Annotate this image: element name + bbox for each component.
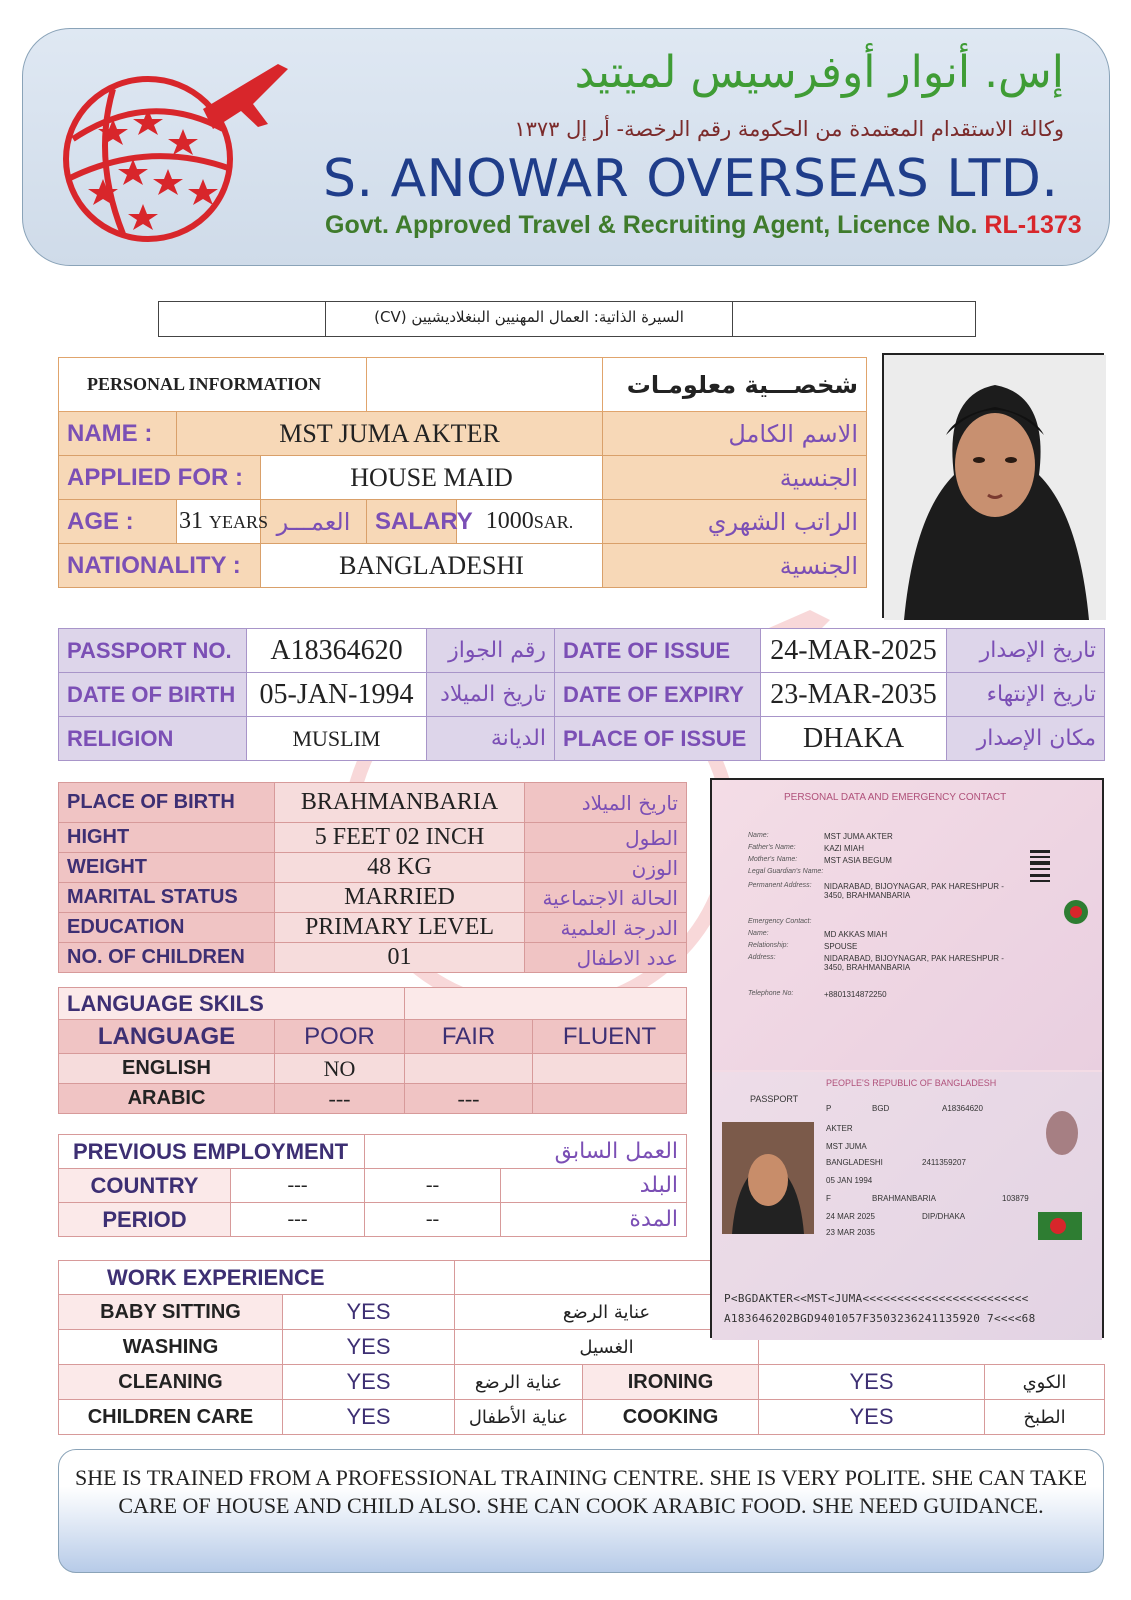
bio-row [59, 913, 687, 943]
mrz-line-1: P<BGDAKTER<<MST<JUMA<<<<<<<<<<<<<<<<<<<<<<<< [724, 1292, 1029, 1305]
company-name: S. ANOWAR OVERSEAS LTD. [323, 149, 1059, 209]
bio-label: MARITAL STATUS [59, 883, 275, 913]
scan-personal-no: 2411359207 [922, 1158, 966, 1167]
company-logo [53, 49, 293, 249]
dob-value: 05-JAN-1994 [247, 673, 427, 717]
bio-value: MARRIED [275, 883, 525, 913]
language-fair: --- [405, 1084, 533, 1114]
skill-value: YES [283, 1365, 455, 1400]
prev-employment-title-ar: العمل السابق [365, 1135, 687, 1169]
company-tagline [325, 211, 1082, 240]
place-issue-value: DHAKA [761, 717, 947, 761]
tagline-text: Govt. Approved Travel & Recruiting Agent, Licence No. [325, 211, 978, 239]
scan-dob: 05 JAN 1994 [826, 1176, 873, 1185]
applicant-photo [882, 353, 1104, 618]
period-label-ar: المدة [501, 1203, 687, 1237]
skill-label-ar: الكوي [985, 1365, 1105, 1400]
language-row [59, 1054, 687, 1084]
language-name: ENGLISH [59, 1054, 275, 1084]
salary-value [457, 500, 603, 544]
company-name-arabic: إس. أنوار أوفرسيس لميتيد [574, 47, 1064, 98]
work-experience-title: WORK EXPERIENCE [59, 1261, 455, 1295]
bio-row [59, 823, 687, 853]
bio-label-ar: الوزن [525, 853, 687, 883]
expiry-date-label: DATE OF EXPIRY [555, 673, 761, 717]
bio-table [58, 782, 687, 973]
language-fluent [533, 1054, 687, 1084]
personal-info-table [58, 357, 867, 588]
bio-label-ar: الحالة الاجتماعية [525, 883, 687, 913]
language-fair [405, 1054, 533, 1084]
scan-doc-label: PASSPORT [750, 1094, 799, 1104]
salary-label: SALARY [367, 500, 457, 544]
expiry-date-value: 23-MAR-2035 [761, 673, 947, 717]
scan-given: MST JUMA [826, 1142, 867, 1151]
licence-number: RL-1373 [984, 211, 1082, 239]
summary-note: SHE IS TRAINED FROM A PROFESSIONAL TRAINING CENTRE. SHE IS VERY POLITE. SHE CAN TAKE CARE OF HOUSE AND CHILD ALSO. SHE CAN COOK ARABIC FOOD. SHE NEED GUIDANCE. [58, 1449, 1104, 1573]
scan-code: BGD [872, 1104, 890, 1113]
language-table [58, 987, 687, 1114]
salary-label-ar: الراتب الشهري [603, 500, 867, 544]
bio-value: PRIMARY LEVEL [275, 913, 525, 943]
bio-value: BRAHMANBARIA [275, 783, 525, 823]
language-name: ARABIC [59, 1084, 275, 1114]
bio-label-ar: عدد الاطفال [525, 943, 687, 973]
personal-info-heading: PERSONAL INFORMATION [59, 358, 367, 412]
scan-nationality: BANGLADESHI [826, 1158, 883, 1167]
bio-label-ar: الطول [525, 823, 687, 853]
scan-father: KAZI MIAH [824, 844, 865, 853]
tagline-arabic: وكالة الاستقدام المعتمدة من الحكومة رقم الرخصة- أر إل ١٣٧٣ [514, 117, 1064, 141]
bio-row [59, 783, 687, 823]
flag-icon [1038, 1212, 1082, 1242]
skill-label: WASHING [59, 1330, 283, 1365]
passport-data-page [712, 1072, 1102, 1340]
passport-emergency-heading: PERSONAL DATA AND EMERGENCY CONTACT [784, 792, 1007, 803]
age-value [177, 500, 269, 544]
country-label-ar: البلد [501, 1169, 687, 1203]
name-value: MST JUMA AKTER [177, 412, 603, 456]
bio-label: HIGHT [59, 823, 275, 853]
scan-emergency-address: NIDARABAD, BIJOYNAGAR, PAK HARESHPUR - 3450, BRAHMANBARIA [824, 954, 1004, 972]
age-label-ar: العمـــر [261, 500, 367, 544]
scan-issue: 24 MAR 2025 [826, 1212, 875, 1221]
scan-sex: F [826, 1194, 831, 1203]
scan-surname: AKTER [826, 1124, 853, 1133]
bio-label: WEIGHT [59, 853, 275, 883]
language-fluent [533, 1084, 687, 1114]
bio-value: 48 KG [275, 853, 525, 883]
cv-title-bar [158, 301, 976, 337]
previous-employment-table [58, 1134, 687, 1237]
scan-mother: MST ASIA BEGUM [824, 856, 892, 865]
skill-label: CHILDREN CARE [59, 1400, 283, 1435]
language-row [59, 1084, 687, 1114]
skill-value: YES [283, 1330, 455, 1365]
country-label: COUNTRY [59, 1169, 231, 1203]
passport-scan [710, 778, 1104, 1338]
language-poor: --- [275, 1084, 405, 1114]
column-fluent: FLUENT [533, 1020, 687, 1054]
issue-date-value: 24-MAR-2025 [761, 629, 947, 673]
ghost-photo [1042, 1108, 1082, 1158]
skill-label-ar: عناية الرضع [455, 1365, 583, 1400]
applied-label: APPLIED FOR : [59, 456, 261, 500]
skill-label-ar: عناية الرضع [455, 1295, 759, 1330]
passport-photo [722, 1122, 814, 1234]
scan-number: A18364620 [942, 1104, 983, 1113]
bio-label-ar: الدرجة العلمية [525, 913, 687, 943]
issue-date-label: DATE OF ISSUE [555, 629, 761, 673]
passport-no-value: A18364620 [247, 629, 427, 673]
passport-info-table [58, 628, 1105, 761]
country-value-1: --- [231, 1169, 365, 1203]
skill-label-ar: الطبخ [985, 1400, 1105, 1435]
passport-no-label-ar: رقم الجواز [427, 629, 555, 673]
issue-date-label-ar: تاريخ الإصدار [947, 629, 1105, 673]
scan-emergency-name: MD AKKAS MIAH [824, 930, 888, 939]
bio-label-ar: تاريخ الميلاد [525, 783, 687, 823]
salary-unit: SAR. [533, 512, 574, 532]
dob-label: DATE OF BIRTH [59, 673, 247, 717]
nationality-label-ar: الجنسية [603, 544, 867, 588]
prev-employment-title: PREVIOUS EMPLOYMENT [59, 1135, 365, 1169]
scan-type: P [826, 1104, 832, 1113]
bio-row [59, 883, 687, 913]
passport-upper-page: PERSONAL DATA AND EMERGENCY CONTACT Name: MST JUMA AKTER Father's Name: KAZI MIAH Mother's Name: MST ASIA BEGUM Legal Guardian's Name: Permanent Address: NIDARABAD, BIJOYNAGAR, PAK HARESHPUR - 3450, BRAHMANBARIA Emergency Contact: Name: MD AKKAS MIAH Relationship: SPOUSE Address: NIDARABAD, BIJOYNAGAR, PAK HARESHPUR - 3450, BRAHMANBARIA Telephone No: +8801314872250 [712, 780, 1102, 1070]
emblem-icon [1062, 898, 1090, 926]
bio-row [59, 853, 687, 883]
dob-label-ar: تاريخ الميلاد [427, 673, 555, 717]
skill-label: BABY SITTING [59, 1295, 283, 1330]
place-issue-label-ar: مكان الإصدار [947, 717, 1105, 761]
bio-label: EDUCATION [59, 913, 275, 943]
expiry-date-label-ar: تاريخ الإنتهاء [947, 673, 1105, 717]
skill-label: COOKING [583, 1400, 759, 1435]
passport-no-label: PASSPORT NO. [59, 629, 247, 673]
language-poor: NO [275, 1054, 405, 1084]
scan-birthplace: BRAHMANBARIA [872, 1194, 937, 1203]
bio-value: 5 FEET 02 INCH [275, 823, 525, 853]
religion-label: RELIGION [59, 717, 247, 761]
skill-label-ar: الغسيل [455, 1330, 759, 1365]
bio-value: 01 [275, 943, 525, 973]
age-label: AGE : [59, 500, 177, 544]
personal-info-heading-ar: شخصـــية معلومـات [603, 358, 867, 412]
nationality-value: BANGLADESHI [261, 544, 603, 588]
blank-cell [367, 358, 603, 412]
skill-label-ar: عناية الأطفال [455, 1400, 583, 1435]
cv-title: السيرة الذاتية: العمال المهنيين البنغلاديشيين (CV) [325, 301, 733, 337]
scan-relationship: SPOUSE [824, 942, 858, 951]
scan-address: NIDARABAD, BIJOYNAGAR, PAK HARESHPUR - 3450, BRAHMANBARIA [824, 882, 1004, 900]
scan-expiry: 23 MAR 2035 [826, 1228, 875, 1237]
skill-value: YES [759, 1365, 985, 1400]
name-label-ar: الاسم الكامل [603, 412, 867, 456]
skill-value: YES [759, 1400, 985, 1435]
nationality-label: NATIONALITY : [59, 544, 261, 588]
company-header [22, 28, 1110, 266]
scan-authority: DIP/DHAKA [922, 1212, 966, 1221]
blank-cell [405, 988, 687, 1020]
place-issue-label: PLACE OF ISSUE [555, 717, 761, 761]
barcode-icon [1028, 850, 1058, 990]
column-language: LANGUAGE [59, 1020, 275, 1054]
column-poor: POOR [275, 1020, 405, 1054]
scan-prev-no: 103879 [1002, 1194, 1029, 1203]
applied-label-ar: الجنسية [603, 456, 867, 500]
skill-label: IRONING [583, 1365, 759, 1400]
language-title: LANGUAGE SKILS [59, 988, 405, 1020]
column-fair: FAIR [405, 1020, 533, 1054]
skill-value: YES [283, 1400, 455, 1435]
applied-value: HOUSE MAID [261, 456, 603, 500]
scan-country-header: PEOPLE'S REPUBLIC OF BANGLADESH [826, 1078, 997, 1088]
skill-label: CLEANING [59, 1365, 283, 1400]
period-label: PERIOD [59, 1203, 231, 1237]
scan-name: MST JUMA AKTER [824, 832, 893, 841]
age-number: 31 [179, 508, 203, 534]
salary-number: 1000 [485, 508, 534, 534]
bio-label: PLACE OF BIRTH [59, 783, 275, 823]
bio-label: NO. OF CHILDREN [59, 943, 275, 973]
age-unit: YEARS [209, 512, 269, 532]
period-value-1: --- [231, 1203, 365, 1237]
religion-label-ar: الديانة [427, 717, 555, 761]
scan-telephone: +8801314872250 [824, 990, 887, 999]
mrz-line-2: A183646202BGD9401057F3503236241135920 7<<<<68 [724, 1312, 1036, 1325]
religion-value: MUSLIM [247, 717, 427, 761]
bio-row [59, 943, 687, 973]
period-value-2: -- [365, 1203, 501, 1237]
name-label: NAME : [59, 412, 177, 456]
country-value-2: -- [365, 1169, 501, 1203]
skill-value: YES [283, 1295, 455, 1330]
